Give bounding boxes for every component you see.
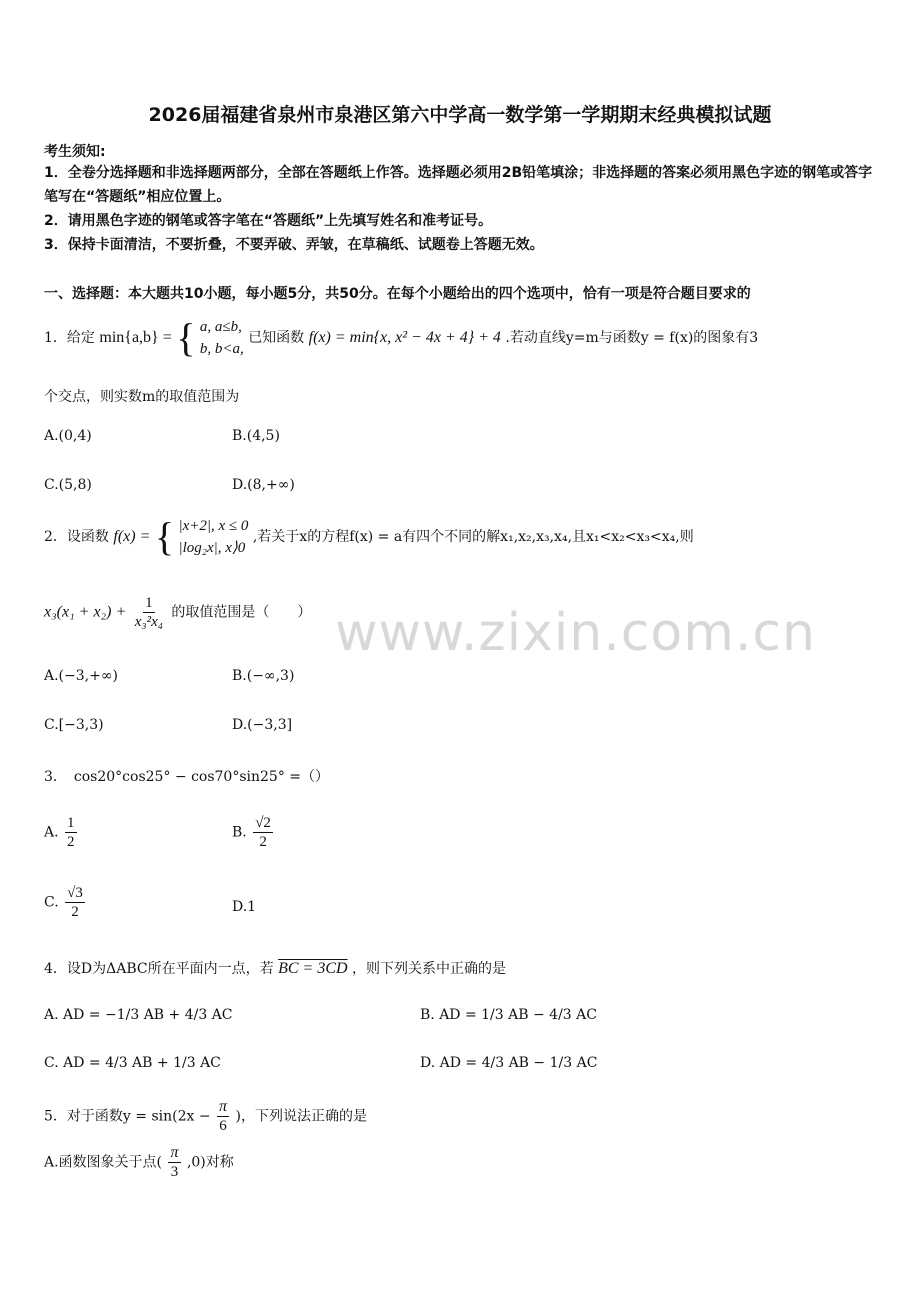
- q2-option-d[interactable]: D.(−3,3]: [232, 717, 293, 733]
- q2-brace: {: [154, 514, 175, 559]
- q3-a-den: 2: [67, 834, 75, 850]
- q4-text-b: ，则下列关系中正确的是: [352, 961, 506, 977]
- q5-frac-num: π: [219, 1098, 228, 1115]
- q1-case-2: b, b<a,: [199, 341, 244, 357]
- q2-option-b[interactable]: B.(−∞,3): [232, 668, 295, 684]
- q1-option-b[interactable]: B.(4,5): [232, 428, 280, 444]
- q3-c-den: 2: [71, 904, 79, 920]
- q2-option-a[interactable]: A.(−3,+∞): [44, 668, 118, 684]
- section-heading: 一、选择题：本大题共10小题，每小题5分，共50分。在每个小题给出的四个选项中，恰有一项是符合题目要求的: [44, 286, 751, 302]
- q2-prefix: 2．设函数: [44, 529, 109, 545]
- q3-option-a[interactable]: [44, 814, 79, 851]
- q3-option-c[interactable]: [44, 884, 87, 921]
- q5-frac-den: 6: [219, 1118, 227, 1134]
- q5-a-text-a: A.函数图象关于点(: [44, 1154, 163, 1171]
- watermark: www.zixin.com.cn: [335, 603, 816, 663]
- q4-option-b[interactable]: B. AD = 1/3 AB − 4/3 AC: [420, 1007, 597, 1023]
- q3-a-frac: [65, 814, 77, 851]
- notice-heading: 考生须知:: [44, 144, 106, 160]
- question-5: [44, 1098, 367, 1135]
- q1-option-c[interactable]: C.(5,8): [44, 477, 92, 493]
- q1-case-1: a, a≤b,: [199, 319, 242, 335]
- q5-a-frac-num: π: [170, 1144, 179, 1161]
- q3-b-num: √2: [255, 815, 271, 831]
- q5-a-text-b: ,0)对称: [186, 1154, 234, 1171]
- q4-text-a: 4．设D为ΔABC所在平面内一点，若: [44, 961, 274, 977]
- q1-brace: {: [176, 315, 196, 360]
- q2-case-2: |log₂x|, x⟩0: [178, 540, 246, 556]
- q5-option-a[interactable]: [44, 1144, 234, 1181]
- q1-option-d[interactable]: D.(8,+∞): [232, 477, 295, 493]
- notice-item-2: 2．请用黑色字迹的钢笔或答字笔在“答题纸”上先填写姓名和准考证号。: [44, 213, 493, 229]
- q1-prefix: 1．给定: [44, 330, 95, 346]
- q5-fraction: [217, 1098, 229, 1135]
- q5-text-b: )，下列说法正确的是: [235, 1108, 367, 1125]
- q1-min-def: min{a,b} =: [99, 329, 172, 346]
- q2-fraction: [133, 594, 165, 631]
- q1-tail: .若动直线y=m与函数y = f(x)的图象有3: [505, 330, 759, 346]
- q4-option-c[interactable]: C. AD = 4/3 AB + 1/3 AC: [44, 1055, 221, 1071]
- q1-function: f(x) = min{x, x² − 4x + 4} + 4: [308, 329, 501, 346]
- q5-text-a: 5．对于函数y = sin(2x −: [44, 1108, 211, 1125]
- q1-mid: 已知函数: [248, 330, 305, 346]
- question-2: [44, 515, 694, 559]
- notice-item-3: 3．保持卡面清洁，不要折叠，不要弄破、弄皱，在草稿纸、试题卷上答题无效。: [44, 237, 544, 253]
- q3-b-den: 2: [259, 834, 267, 850]
- q3-option-b[interactable]: [232, 814, 275, 851]
- q4-option-a[interactable]: A. AD = −1/3 AB + 4/3 AC: [44, 1007, 233, 1023]
- question-3: 3． cos20°cos25° − cos70°sin25° =（）: [44, 769, 330, 785]
- question-4: [44, 958, 506, 978]
- q2-option-c[interactable]: C.[−3,3): [44, 717, 104, 733]
- q3-b-label: B.: [232, 824, 247, 841]
- q1-line-2: 个交点，则实数m的取值范围为: [44, 389, 240, 405]
- q2-case-1: |x+2|, x ≤ 0: [178, 518, 249, 534]
- q3-c-frac: [65, 884, 85, 921]
- page-title: 2026届福建省泉州市泉港区第六中学高一数学第一学期期末经典模拟试题: [148, 104, 772, 126]
- q3-c-label: C.: [44, 894, 59, 911]
- q5-a-frac-den: 3: [170, 1164, 179, 1180]
- q1-option-a[interactable]: A.(0,4): [44, 428, 92, 444]
- q2-tail: ,若关于x的方程f(x) = a有四个不同的解x₁,x₂,x₃,x₄,且x₁<x₂<x₃<x₄,则: [252, 529, 694, 545]
- q3-b-frac: [253, 814, 273, 851]
- q2-frac-den: x₃²x₄: [134, 614, 163, 630]
- q2-func: f(x) =: [113, 528, 151, 545]
- q5-a-fraction: [168, 1144, 180, 1181]
- question-1: [44, 316, 758, 360]
- q2-line2-tail: 的取值范围是（ ）: [171, 604, 312, 621]
- q3-c-num: √3: [67, 885, 83, 901]
- notice-item-1: 1．全卷分选择题和非选择题两部分，全部在答题纸上作答。选择题必须用2B铅笔填涂；非选择题的答案必须用黑色字迹的钢笔或答字笔写在“答题纸”相应位置上。: [44, 165, 873, 205]
- q2-line-2: [44, 594, 311, 631]
- q2-frac-num: 1: [145, 595, 153, 611]
- q3-a-label: A.: [44, 824, 59, 841]
- q3-option-d[interactable]: D.1: [232, 899, 257, 915]
- q1-cases: [200, 316, 244, 360]
- q4-option-d[interactable]: D. AD = 4/3 AB − 1/3 AC: [420, 1055, 598, 1071]
- q2-cases: [178, 515, 248, 559]
- q3-a-num: 1: [67, 815, 75, 831]
- q4-vector-eq: BC = 3CD: [278, 960, 348, 977]
- q2-expr: x₃(x₁ + x₂) +: [44, 603, 127, 621]
